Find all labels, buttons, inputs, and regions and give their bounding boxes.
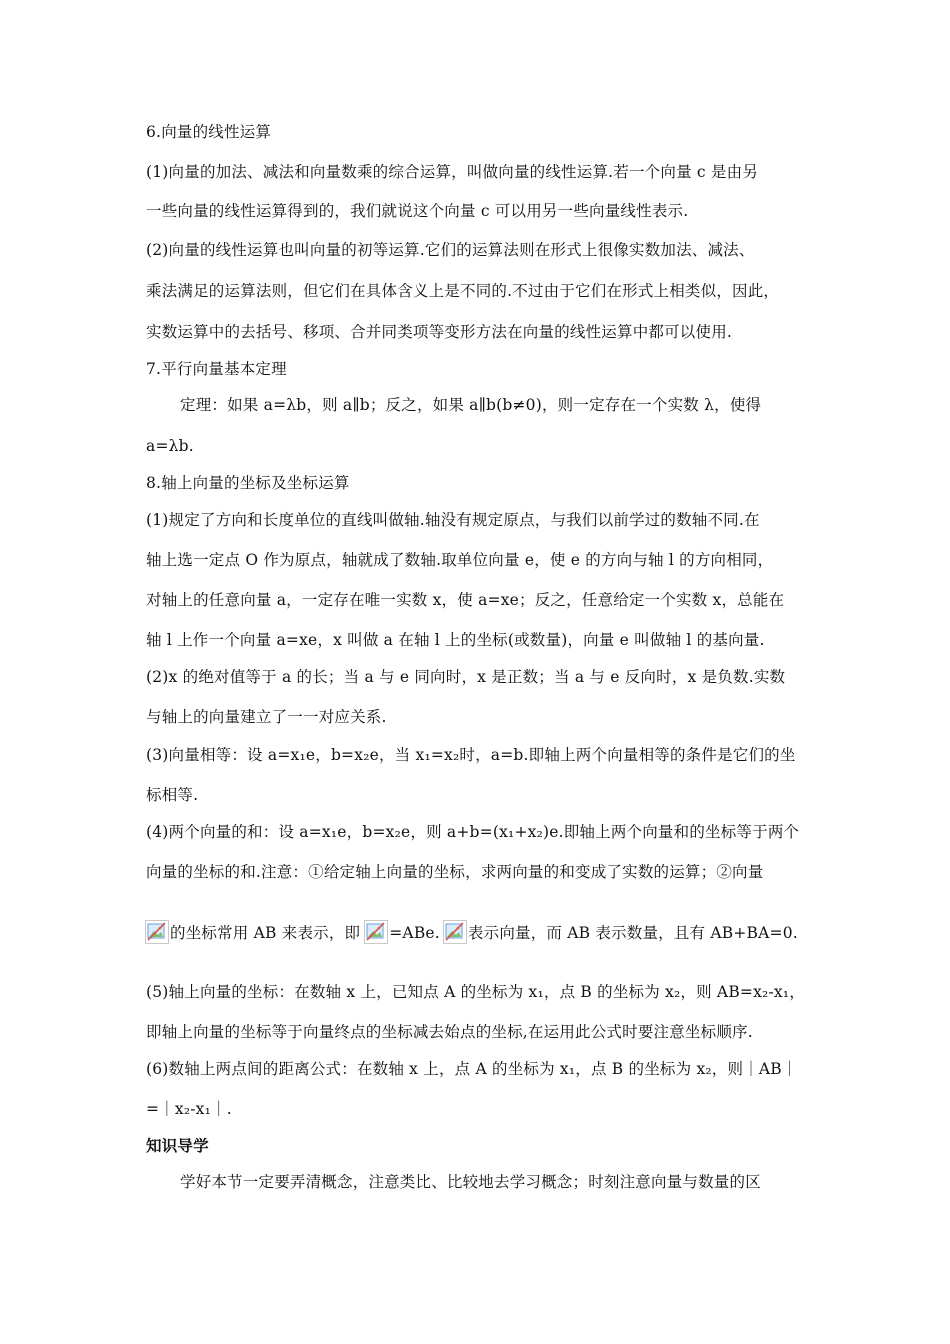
text-line: 学好本节一定要弄清概念，注意类比、比较地去学习概念；时刻注意向量与数量的区 xyxy=(180,1173,761,1191)
theorem-line: 定理：如果 a=λb，则 a∥b；反之，如果 a∥b(b≠0)，则一定存在一个实数 λ，使得 xyxy=(180,396,762,414)
image-line-part2: =ABe. xyxy=(389,924,440,942)
text-line: 一些向量的线性运算得到的，我们就说这个向量 c 可以用另一些向量线性表示. xyxy=(146,202,689,220)
text-line: (2)x 的绝对值等于 a 的长；当 a 与 e 同向时，x 是正数；当 a 与 e 反向时，x 是负数.实数 xyxy=(146,668,786,686)
text-line: a=λb. xyxy=(146,437,194,455)
text-line: (6)数轴上两点间的距离公式：在数轴 x 上，点 A 的坐标为 x₁，点 B 的坐标为 x₂，则｜AB｜ xyxy=(146,1060,798,1078)
text-line: (1)规定了方向和长度单位的直线叫做轴.轴没有规定原点，与我们以前学过的数轴不同.在 xyxy=(146,511,760,529)
text-line: 实数运算中的去括号、移项、合并同类项等变形方法在向量的线性运算中都可以使用. xyxy=(146,323,733,341)
heading-8: 8.轴上向量的坐标及坐标运算 xyxy=(146,474,350,492)
text-line: (5)轴上向量的坐标：在数轴 x 上，已知点 A 的坐标为 x₁，点 B 的坐标为 x₂，则 AB=x₂-x₁， xyxy=(146,983,805,1001)
text-line: 对轴上的任意向量 a，一定存在唯一实数 x，使 a=xe；反之，任意给定一个实数 x，总能在 xyxy=(146,591,785,609)
text-line: 向量的坐标的和.注意：①给定轴上向量的坐标，求两向量的和变成了实数的运算；②向量 xyxy=(146,863,764,881)
text-line: 即轴上向量的坐标等于向量终点的坐标减去始点的坐标,在运用此公式时要注意坐标顺序. xyxy=(146,1023,753,1041)
broken-image-icon xyxy=(443,920,467,944)
text-line: (2)向量的线性运算也叫向量的初等运算.它们的运算法则在形式上很像实数加法、减法、 xyxy=(146,241,755,259)
text-line: =｜x₂-x₁｜. xyxy=(146,1100,232,1118)
heading-7: 7.平行向量基本定理 xyxy=(146,360,287,378)
broken-image-icon xyxy=(364,920,388,944)
text-line: 轴 l 上作一个向量 a=xe，x 叫做 a 在轴 l 上的坐标(或数量)，向量 e 叫做轴 l 的基向量. xyxy=(146,631,765,649)
section-title: 知识导学 xyxy=(146,1137,209,1155)
text-line: 标相等. xyxy=(146,786,199,804)
text-line: 乘法满足的运算法则，但它们在具体含义上是不同的.不过由于它们在形式上相类似，因此， xyxy=(146,282,780,300)
broken-image-icon xyxy=(145,920,169,944)
text-line: (4)两个向量的和：设 a=x₁e，b=x₂e，则 a+b=(x₁+x₂)e.即轴上两个向量和的坐标等于两个 xyxy=(146,823,800,841)
image-line-part1: 的坐标常用 AB 来表示，即 xyxy=(170,924,361,942)
text-line: 轴上选一定点 O 作为原点，轴就成了数轴.取单位向量 e，使 e 的方向与轴 l 的方向相同， xyxy=(146,551,774,569)
text-line: (3)向量相等：设 a=x₁e，b=x₂e，当 x₁=x₂时，a=b.即轴上两个向量相等的条件是它们的坐 xyxy=(146,746,796,764)
text-line: (1)向量的加法、减法和向量数乘的综合运算，叫做向量的线性运算.若一个向量 c 是由另 xyxy=(146,163,759,181)
image-line-part3: 表示向量，而 AB 表示数量，且有 AB+BA=0. xyxy=(467,924,798,942)
image-text-line xyxy=(144,920,798,944)
text-line: 与轴上的向量建立了一一对应关系. xyxy=(146,708,387,726)
heading-6: 6.向量的线性运算 xyxy=(146,123,272,141)
